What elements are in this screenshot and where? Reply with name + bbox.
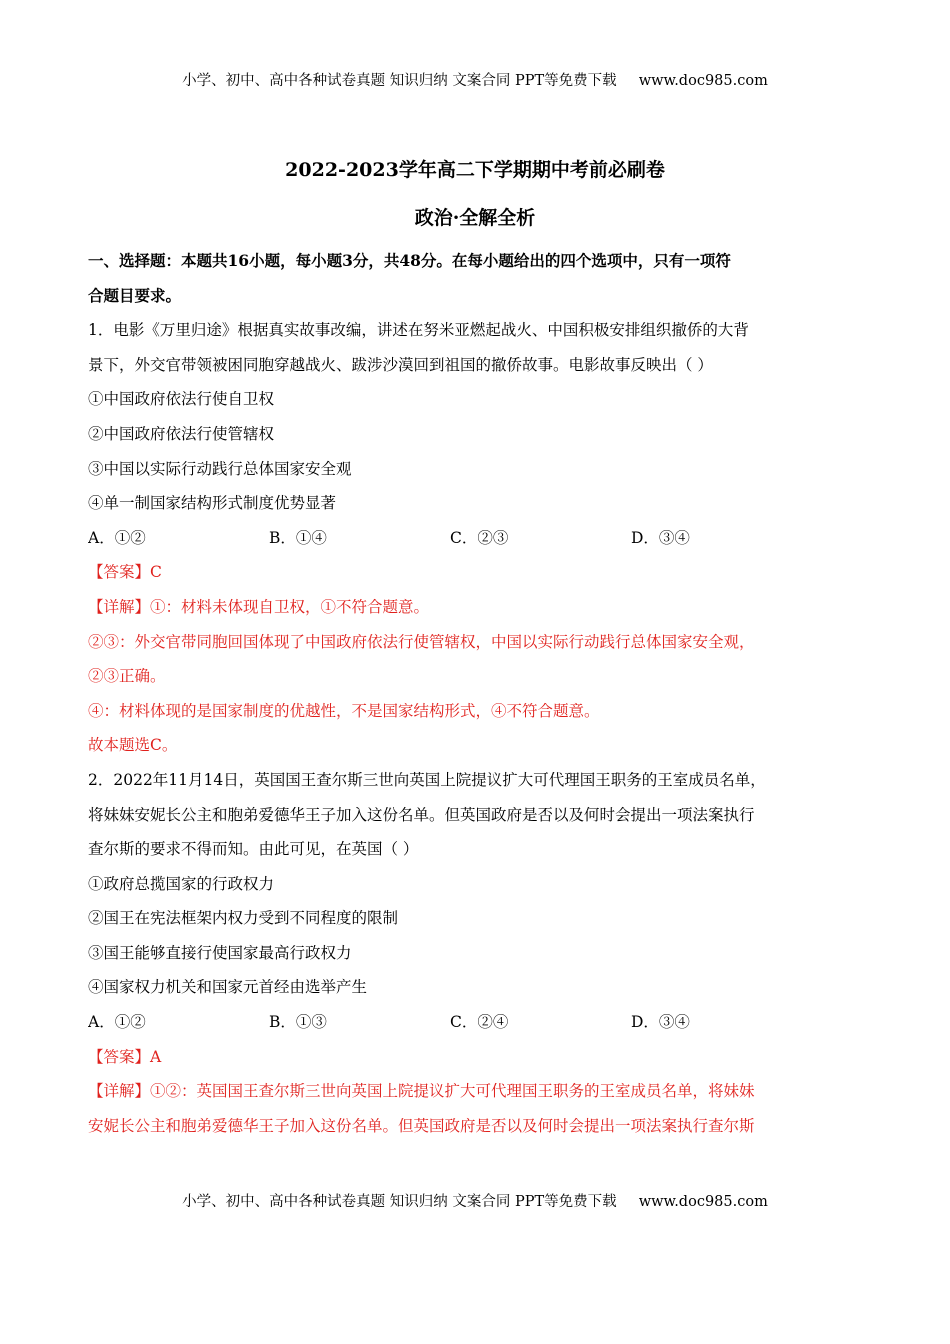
q1-item: ④单一制国家结构形式制度优势显著 <box>88 494 337 513</box>
q1-stem-cont: 景下，外交官带领被困同胞穿越战火、跋涉沙漠回到祖国的撤侨故事。电影故事反映出（ ） <box>88 355 713 374</box>
page-header <box>0 69 950 90</box>
q1-option-a: A．①② <box>88 528 146 547</box>
q2-answer: 【答案】A <box>88 1047 162 1066</box>
q2-item: ③国王能够直接行使国家最高行政权力 <box>88 943 352 962</box>
document-title: 2022-2023学年高二下学期期中考前必刷卷 <box>285 159 665 181</box>
q1-detail: 【详解】①：材料未体现自卫权，①不符合题意。 <box>88 597 430 616</box>
page-footer <box>0 1190 950 1211</box>
section-heading: 一、选择题：本题共16小题，每小题3分，共48分。在每小题给出的四个选项中，只有一项符 <box>88 251 731 270</box>
q2-detail: 安妮长公主和胞弟爱德华王子加入这份名单。但英国政府是否以及何时会提出一项法案执行查尔斯 <box>88 1116 755 1135</box>
q1-stem: 1．电影《万里归途》根据真实故事改编，讲述在努米亚燃起战火、中国积极安排组织撤侨的大背 <box>88 321 749 340</box>
q1-detail: ②③：外交官带同胞回国体现了中国政府依法行使管辖权，中国以实际行动践行总体国家安全观， <box>88 632 755 651</box>
header-text: 小学、初中、高中各种试卷真题 知识归纳 文案合同 PPT等免费下载 <box>182 73 617 89</box>
q2-option-d: D．③④ <box>631 1013 690 1032</box>
q1-detail: ④：材料体现的是国家制度的优越性，不是国家结构形式，④不符合题意。 <box>88 701 600 720</box>
document-subtitle: 政治·全解全析 <box>414 207 536 229</box>
q1-detail: ②③正确。 <box>88 667 166 686</box>
q1-option-b: B．①④ <box>269 528 327 547</box>
q1-item: ①中国政府依法行使自卫权 <box>88 390 275 409</box>
q2-stem-cont: 将妹妹安妮长公主和胞弟爱德华王子加入这份名单。但英国政府是否以及何时会提出一项法案执行 <box>88 805 755 824</box>
q2-options <box>88 1011 812 1046</box>
q2-option-c: C．②④ <box>450 1013 509 1032</box>
q2-item: ①政府总揽国家的行政权力 <box>88 874 275 893</box>
q2-item: ④国家权力机关和国家元首经由选举产生 <box>88 978 368 997</box>
section-heading-cont: 合题目要求。 <box>88 285 182 305</box>
footer-site-link[interactable]: www.doc985.com <box>638 1194 768 1210</box>
document-body <box>88 250 812 1149</box>
q1-option-c: C．②③ <box>450 528 509 547</box>
q2-stem: 2．2022年11月14日，英国国王查尔斯三世向英国上院提议扩大可代理国王职务的王室成员名单， <box>88 770 766 789</box>
q1-answer: 【答案】C <box>88 563 162 582</box>
footer-text: 小学、初中、高中各种试卷真题 知识归纳 文案合同 PPT等免费下载 <box>182 1194 617 1210</box>
q2-item: ②国王在宪法框架内权力受到不同程度的限制 <box>88 909 399 928</box>
q1-item: ③中国以实际行动践行总体国家安全观 <box>88 459 352 478</box>
q2-option-b: B．①③ <box>269 1013 327 1032</box>
header-site-link[interactable]: www.doc985.com <box>638 73 768 89</box>
q2-stem-cont: 查尔斯的要求不得而知。由此可见，在英国（ ） <box>88 840 419 859</box>
q2-detail: 【详解】①②：英国国王查尔斯三世向英国上院提议扩大可代理国王职务的王室成员名单，将妹妹 <box>88 1082 755 1101</box>
q1-options <box>88 527 812 562</box>
q1-item: ②中国政府依法行使管辖权 <box>88 424 275 443</box>
q1-detail: 故本题选C。 <box>88 736 178 755</box>
q2-option-a: A．①② <box>88 1013 146 1032</box>
q1-option-d: D．③④ <box>631 528 690 547</box>
